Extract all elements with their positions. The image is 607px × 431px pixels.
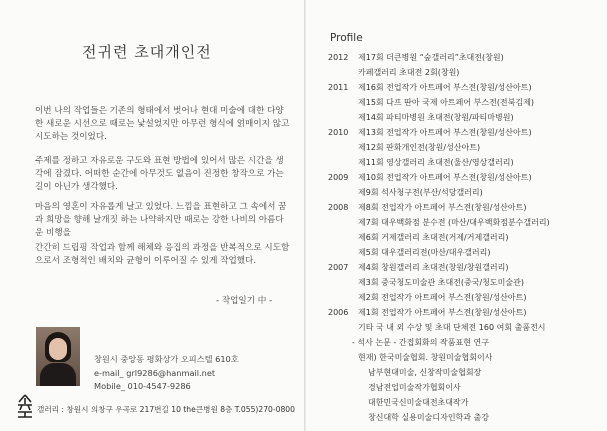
profile-entry (328, 305, 603, 320)
exhibition-title: 전귀련 초대개인전 (82, 43, 212, 61)
entry-text: 제2회 전업작가 아트페어 부스전(창원/성산아트) (358, 293, 527, 302)
profile-entry (328, 125, 603, 140)
entry-text: 제16회 전업작가 아트페어 부스전(창원/성산아트) (358, 83, 532, 92)
entry-text: 제9회 석사청구전(부산/석당갤러리) (358, 188, 483, 197)
profile-title: Profile (330, 32, 363, 44)
profile-entry (324, 350, 603, 365)
profile-entry (328, 200, 603, 215)
profile-entry (328, 290, 603, 305)
profile-entry (328, 65, 603, 80)
entry-year: 2010 (328, 128, 349, 137)
statement-signature: - 작업일기 中 - (216, 296, 273, 306)
entry-text: 제8회 전업작가 아트페어 부스전(창원/성산아트) (358, 203, 527, 212)
entry-text: 카페갤러리 초대전 2회(창원) (358, 68, 460, 77)
profile-entry (328, 230, 603, 245)
profile-entry (368, 410, 603, 425)
entry-text: 제3회 중국청도미술관 초대전(중국/청도미술관) (358, 278, 524, 287)
profile-entry (322, 335, 603, 350)
entry-text: 제14회 파티마병원 초대전(창원/파티마병원) (358, 113, 514, 122)
artist-photo (36, 327, 80, 386)
entry-year: 2012 (328, 53, 349, 62)
contact-info (94, 353, 239, 394)
entry-year: 2009 (328, 173, 349, 182)
entry-text: 기타 국 내 외 수상 및 초대 단체전 160 여회 출품전시 (358, 323, 546, 332)
entry-text: 제1회 전업작가 아트페어 부스전(창원/성산아트) (358, 308, 527, 317)
entry-text: 제6회 거제갤러리 초대전(거제/거제갤러리) (358, 233, 509, 242)
profile-entry (328, 170, 603, 185)
entry-text: 남부현대미술, 신창작미술협회장 (368, 368, 482, 377)
right-panel (306, 0, 607, 431)
contact-email: e-mail_ grl9286@hanmail.net (94, 367, 216, 378)
profile-entry (328, 155, 603, 170)
profile-entry (328, 185, 603, 200)
entry-text: 제12회 판화개인전(창원/성산아트) (358, 143, 481, 152)
profile-entry (328, 95, 603, 110)
statement-paragraph-2: 주제를 정하고 자유로운 구도와 표현 방법에 있어서 많은 시간을 생각에 잠겼다. 어떠한 순간에 아무것도 없음이 진정한 창작으로 가는 길이 아닌가 생각했다. (35, 156, 284, 193)
statement-paragraph-4: 간간히 드립핑 작업과 함께 해체와 응집의 과정을 반복적으로 시도함으로서 조형적인 배치와 균형이 이루어질 수 있게 작업했다. (35, 243, 290, 267)
profile-entry (368, 380, 603, 395)
profile-entry (368, 395, 603, 410)
entry-year: 2011 (328, 83, 349, 92)
entry-text: 제17회 더큰병원 “숲갤러리”초대전(창원) (358, 53, 504, 62)
profile-entry (328, 245, 603, 260)
profile-list (328, 50, 603, 425)
profile-entry (328, 275, 603, 290)
entry-text: 제5회 대우갤러리전(마산/대우갤러리) (358, 248, 491, 257)
entry-text: 제11회 영상갤러리 초대전(울산/영상갤러리) (358, 158, 514, 167)
statement-paragraph-1: 이번 나의 작업들은 기존의 형태에서 벗어나 현대 미술에 대한 다양한 새로운 시선으로 때로는 낯설었지만 아무런 형식에 얽매이지 않고 시도하는 것이었다. (35, 106, 290, 143)
entry-year: 2008 (328, 203, 349, 212)
gallery-address: 갤러리 : 창원시 의창구 우곡로 217번길 10 the큰병원 8층 T.055)270-0800 (37, 405, 295, 414)
current-position: 현재) 한국미술협회. 창원미술협회이사 (358, 353, 493, 362)
entry-year: 2006 (328, 308, 349, 317)
entry-text: 제4회 창원갤러리 초대전(창원/창원갤러리) (358, 263, 509, 272)
gallery-logo-icon (16, 394, 34, 418)
profile-entry (368, 365, 603, 380)
profile-entry (328, 140, 603, 155)
entry-text: 제15회 다프 딴아 국제 아트페어 부스전(전북김제) (358, 98, 534, 107)
entry-text: 대한민국신미술대전초대작가 (368, 398, 469, 407)
profile-entry (328, 260, 603, 275)
entry-text: 경남전업미술작가협회이사 (368, 383, 461, 392)
profile-entry (328, 50, 603, 65)
profile-entry (328, 110, 603, 125)
entry-text: 제7회 대우백화점 분수전 (마산/대우백화점분수갤러리) (358, 218, 550, 227)
entry-text: 창신대학 실용미술디자인학과 출강 (368, 413, 490, 422)
contact-address: 창원시 중앙동 평화상가 오피스텔 610호 (94, 354, 239, 364)
statement-paragraph-3: 마음의 영혼이 자유롭게 날고 있었다. 느낌을 표현하고 그 속에서 꿈과 희망을 향해 날개짓 하는 나약하지만 때로는 강한 나비의 아름다운 비행을 (35, 202, 287, 239)
entry-text: 제13회 전업작가 아트페어 부스전(창원/성산아트) (358, 128, 532, 137)
profile-entry (328, 80, 603, 95)
profile-entry (328, 215, 603, 230)
entry-year: 2007 (328, 263, 349, 272)
contact-mobile: Mobile_ 010-4547-9286 (94, 381, 191, 391)
thesis-line: - 석사 논문 - 간접회화의 작품표현 연구 (352, 338, 489, 347)
profile-entry (328, 320, 603, 335)
entry-text: 제10회 전업작가 아트페어 부스전(창원/성산아트) (358, 173, 532, 182)
